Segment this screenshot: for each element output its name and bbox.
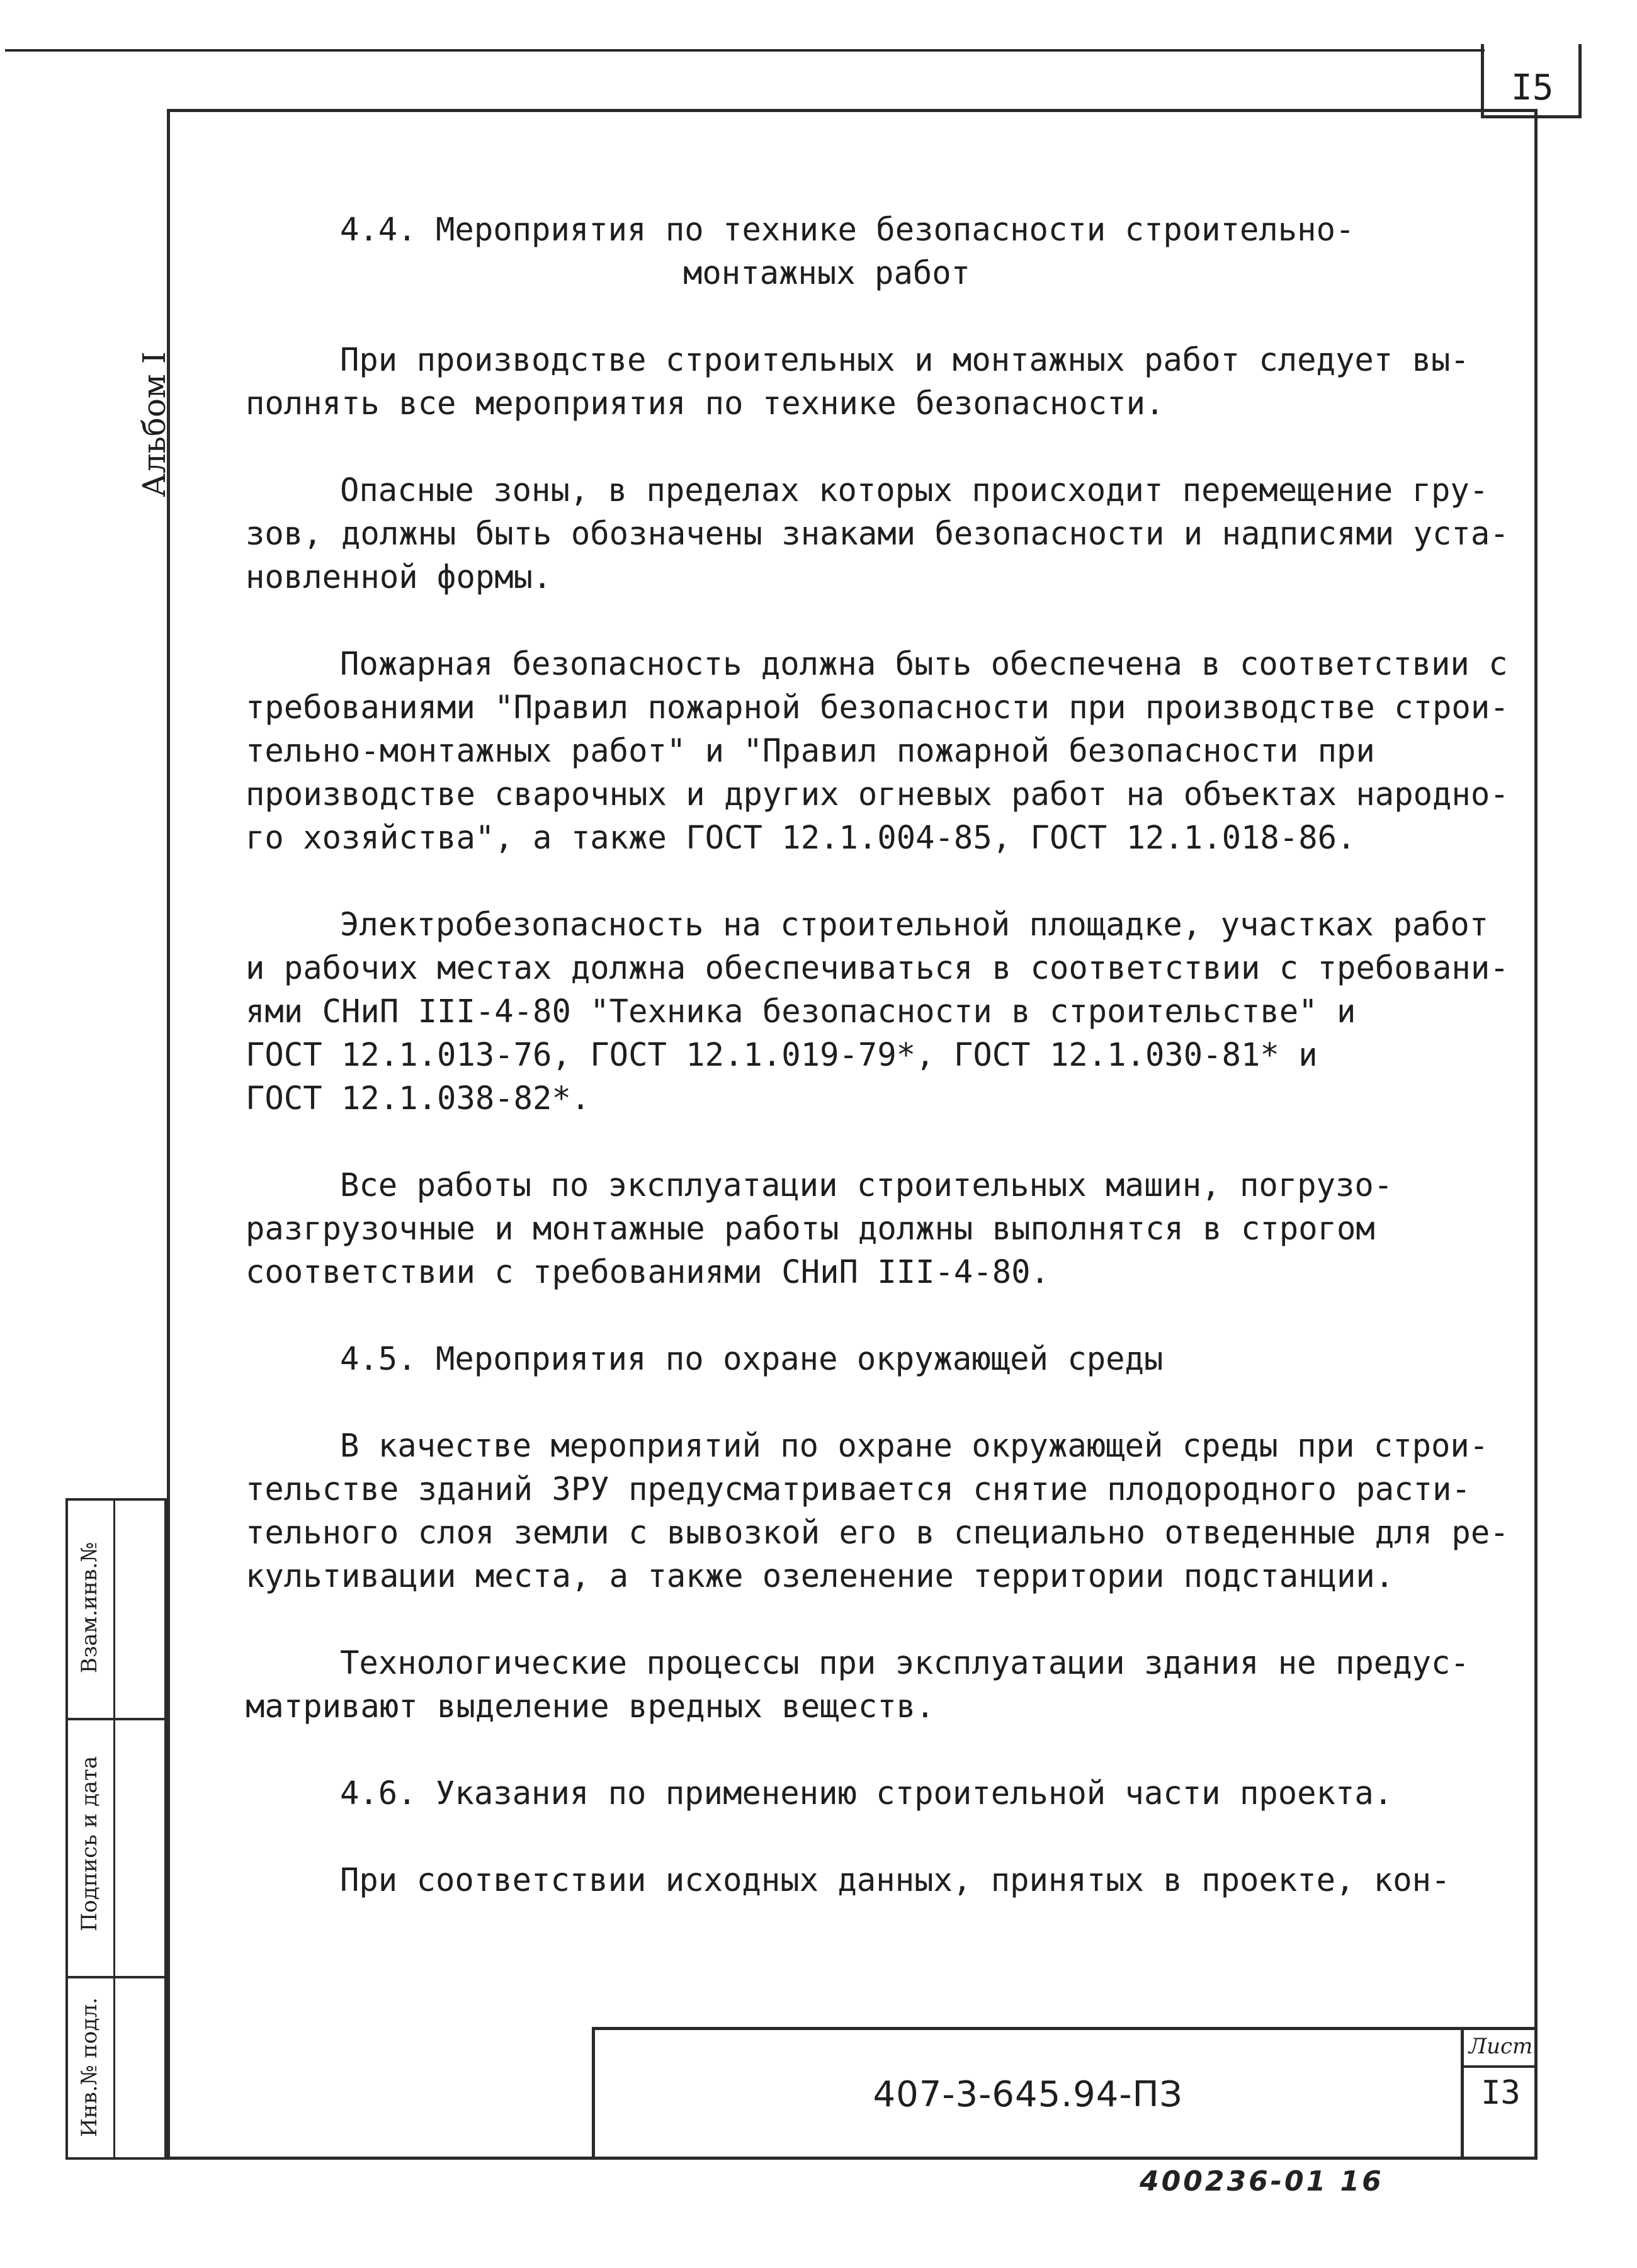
side-stamp <box>65 1498 167 2160</box>
paragraph-line: В качестве мероприятий по охране окружающей среды при строи- <box>340 1427 1489 1464</box>
paragraph-line: тельно-монтажных работ" и "Правил пожарной безопасности при <box>246 732 1375 769</box>
sheet-cell <box>1461 2030 1538 2160</box>
sheet-number: I3 <box>1481 2074 1521 2112</box>
paragraph-line: тельстве зданий ЗРУ предусматривается снятие плодородного расти- <box>246 1470 1471 1508</box>
paragraph-line: ГОСТ 12.1.038-82*. <box>246 1080 591 1117</box>
section-heading: 4.5. Мероприятия по охране окружающей среды <box>340 1340 1164 1377</box>
paragraph-line: ГОСТ 12.1.013-76, ГОСТ 12.1.019-79*, ГОСТ 12.1.030-81* и <box>246 1036 1318 1073</box>
sheet-divider <box>1464 2065 1538 2068</box>
paragraph-line: го хозяйства", а также ГОСТ 12.1.004-85, ГОСТ 12.1.018-86. <box>246 819 1356 856</box>
original-inventory-label: Инв.№ подл. <box>77 1997 102 2137</box>
inventory-number: 400236-01 16 <box>1140 2165 1384 2197</box>
paragraph-line: Технологические процессы при эксплуатации здания не предус- <box>340 1644 1470 1681</box>
paragraph-line: Пожарная безопасность должна быть обеспечена в соответствии с <box>340 645 1508 682</box>
paragraph-line: культивации места, а также озеленение территории подстанции. <box>246 1557 1395 1594</box>
section-title-line: 4.4. Мероприятия по технике безопасности строительно- <box>340 211 1355 248</box>
paragraph-line: Электробезопасность на строительной площадке, участках работ <box>340 906 1489 943</box>
document-code: 407-3-645.94-ПЗ <box>873 2074 1183 2115</box>
sheet-label: Лист <box>1468 2034 1533 2059</box>
paragraph-line: матривают выделение вредных веществ. <box>246 1688 935 1725</box>
section-title-line: монтажных работ <box>683 254 971 291</box>
paragraph-line: производстве сварочных и других огневых работ на объектах народно- <box>246 776 1509 813</box>
paragraph-line: полнять все мероприятия по технике безопасности. <box>246 385 1165 422</box>
paragraph-line: соответствии с требованиями СНиП III-4-80. <box>246 1253 1050 1290</box>
paragraph-line: Все работы по эксплуатации строительных машин, погрузо- <box>340 1166 1393 1204</box>
document-body <box>246 208 1517 1902</box>
paragraph-line: и рабочих местах должна обеспечиваться в соответствии с требовани- <box>246 949 1509 986</box>
paragraph-line: Опасные зоны, в пределах которых происходит перемещение гру- <box>340 471 1489 509</box>
sign-date-label: Подпись и дата <box>77 1756 102 1932</box>
paragraph-line: разгрузочные и монтажные работы должны выполнятся в строгом <box>246 1210 1375 1247</box>
title-block <box>592 2027 1538 2160</box>
paragraph-line: новленной формы. <box>246 558 552 595</box>
paragraph-line: При производстве строительных и монтажных работ следует вы- <box>340 341 1470 378</box>
paragraph-line: зов, должны быть обозначены знаками безопасности и надписями уста- <box>246 515 1509 552</box>
paragraph-line: тельного слоя земли с вывозкой его в специально отведенные для ре- <box>246 1514 1509 1551</box>
side-stamp-row-divider <box>68 1718 164 1720</box>
album-label: Альбом I <box>136 351 173 497</box>
paragraph-line: ями СНиП III-4-80 "Техника безопасности в строительстве" и <box>246 993 1356 1030</box>
top-rule <box>5 49 1485 52</box>
section-heading: 4.6. Указания по применению строительной части проекта. <box>340 1774 1393 1812</box>
swap-inventory-label: Взам.инв.№ <box>77 1542 102 1674</box>
side-stamp-divider <box>113 1501 115 2157</box>
paragraph-line: При соответствии исходных данных, принятых в проекте, кон- <box>340 1861 1451 1898</box>
page-number: I5 <box>1511 67 1554 108</box>
paragraph-line: требованиями "Правил пожарной безопасности при производстве строи- <box>246 689 1509 726</box>
side-stamp-row-divider <box>68 1976 164 1978</box>
